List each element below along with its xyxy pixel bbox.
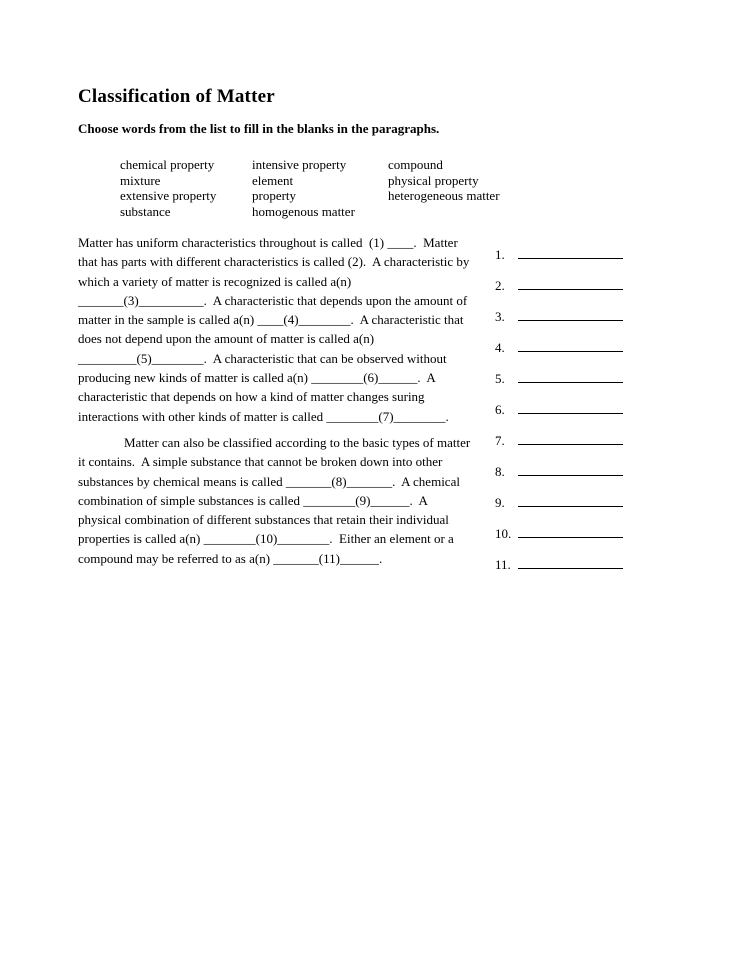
answer-number: 10. [495,526,512,541]
answer-column [495,245,623,586]
answer-row [495,369,623,388]
answer-blank-line [518,431,623,445]
answer-blank-line [518,462,623,476]
word-list-item: intensive property [252,157,347,172]
word-list-item: substance [120,203,171,219]
answer-row [495,555,623,574]
word-list-column-2 [252,157,388,219]
answer-number: 2. [495,278,505,293]
answer-blank-line [518,555,623,569]
answer-row [495,245,623,264]
word-list-item: property [252,188,297,203]
word-list-item: mixture [120,172,161,188]
worksheet-body [78,233,472,568]
word-list-column-3 [388,157,500,219]
instruction-text: Choose words from the list to fill in the blanks in the paragraphs. [78,121,440,136]
word-list-column-1 [120,157,252,219]
answer-row [495,462,623,481]
answer-blank-line [518,276,623,290]
paragraph-1: Matter has uniform characteristics throughout is called (1) ____. Matter that has parts with different characteristics is called (2). A characteristic by which a variety of matter is recognized is called a(n) _______(3)__________. A characteristic that depends upon the amount of matter in the sample is called a(n) ____(4)________. A characteristic that does not depend upon the amount of matter is called a(n) _________(5)________. A characteristic that can be observed without producing new kinds of matter is called a(n) ________(6)______. A characteristic that depends on how a kind of matter changes suring interactions with other kinds of matter is called ________(7)________. [78,235,473,424]
page-title: Classification of Matter [78,86,275,107]
answer-row [495,524,623,543]
answer-number: 11. [495,557,511,572]
word-list [120,157,500,219]
word-list-item: physical property [388,172,479,188]
answer-number: 5. [495,371,505,386]
word-list-item: compound [388,157,443,172]
answer-row [495,493,623,512]
word-list-item: chemical property [120,157,215,172]
answer-blank-line [518,400,623,414]
answer-blank-line [518,245,623,259]
answer-blank-line [518,524,623,538]
answer-number: 3. [495,309,505,324]
answer-row [495,338,623,357]
paragraph-2: Matter can also be classified according to the basic types of matter it contains. A simple substance that cannot be broken down into other substances by chemical means is called _______(8)_______. A chemical combination of simple substances is called ________(9)______. A physical combination of different substances that retain their individual properties is called a(n) ________(10)________. Either an element or a compound may be referred to as a(n) _______(11)______. [78,434,474,566]
answer-blank-line [518,493,623,507]
answer-number: 7. [495,433,505,448]
answer-number: 9. [495,495,505,510]
answer-row [495,276,623,295]
answer-row [495,431,623,450]
answer-row [495,307,623,326]
word-list-item: homogenous matter [252,203,355,219]
word-list-item: extensive property [120,188,217,203]
answer-blank-line [518,307,623,321]
answer-blank-line [518,369,623,383]
answer-row [495,400,623,419]
answer-blank-line [518,338,623,352]
word-list-item: element [252,172,294,188]
answer-number: 6. [495,402,505,417]
answer-number: 1. [495,247,505,262]
answer-number: 4. [495,340,505,355]
answer-number: 8. [495,464,505,479]
word-list-item: heterogeneous matter [388,188,500,203]
